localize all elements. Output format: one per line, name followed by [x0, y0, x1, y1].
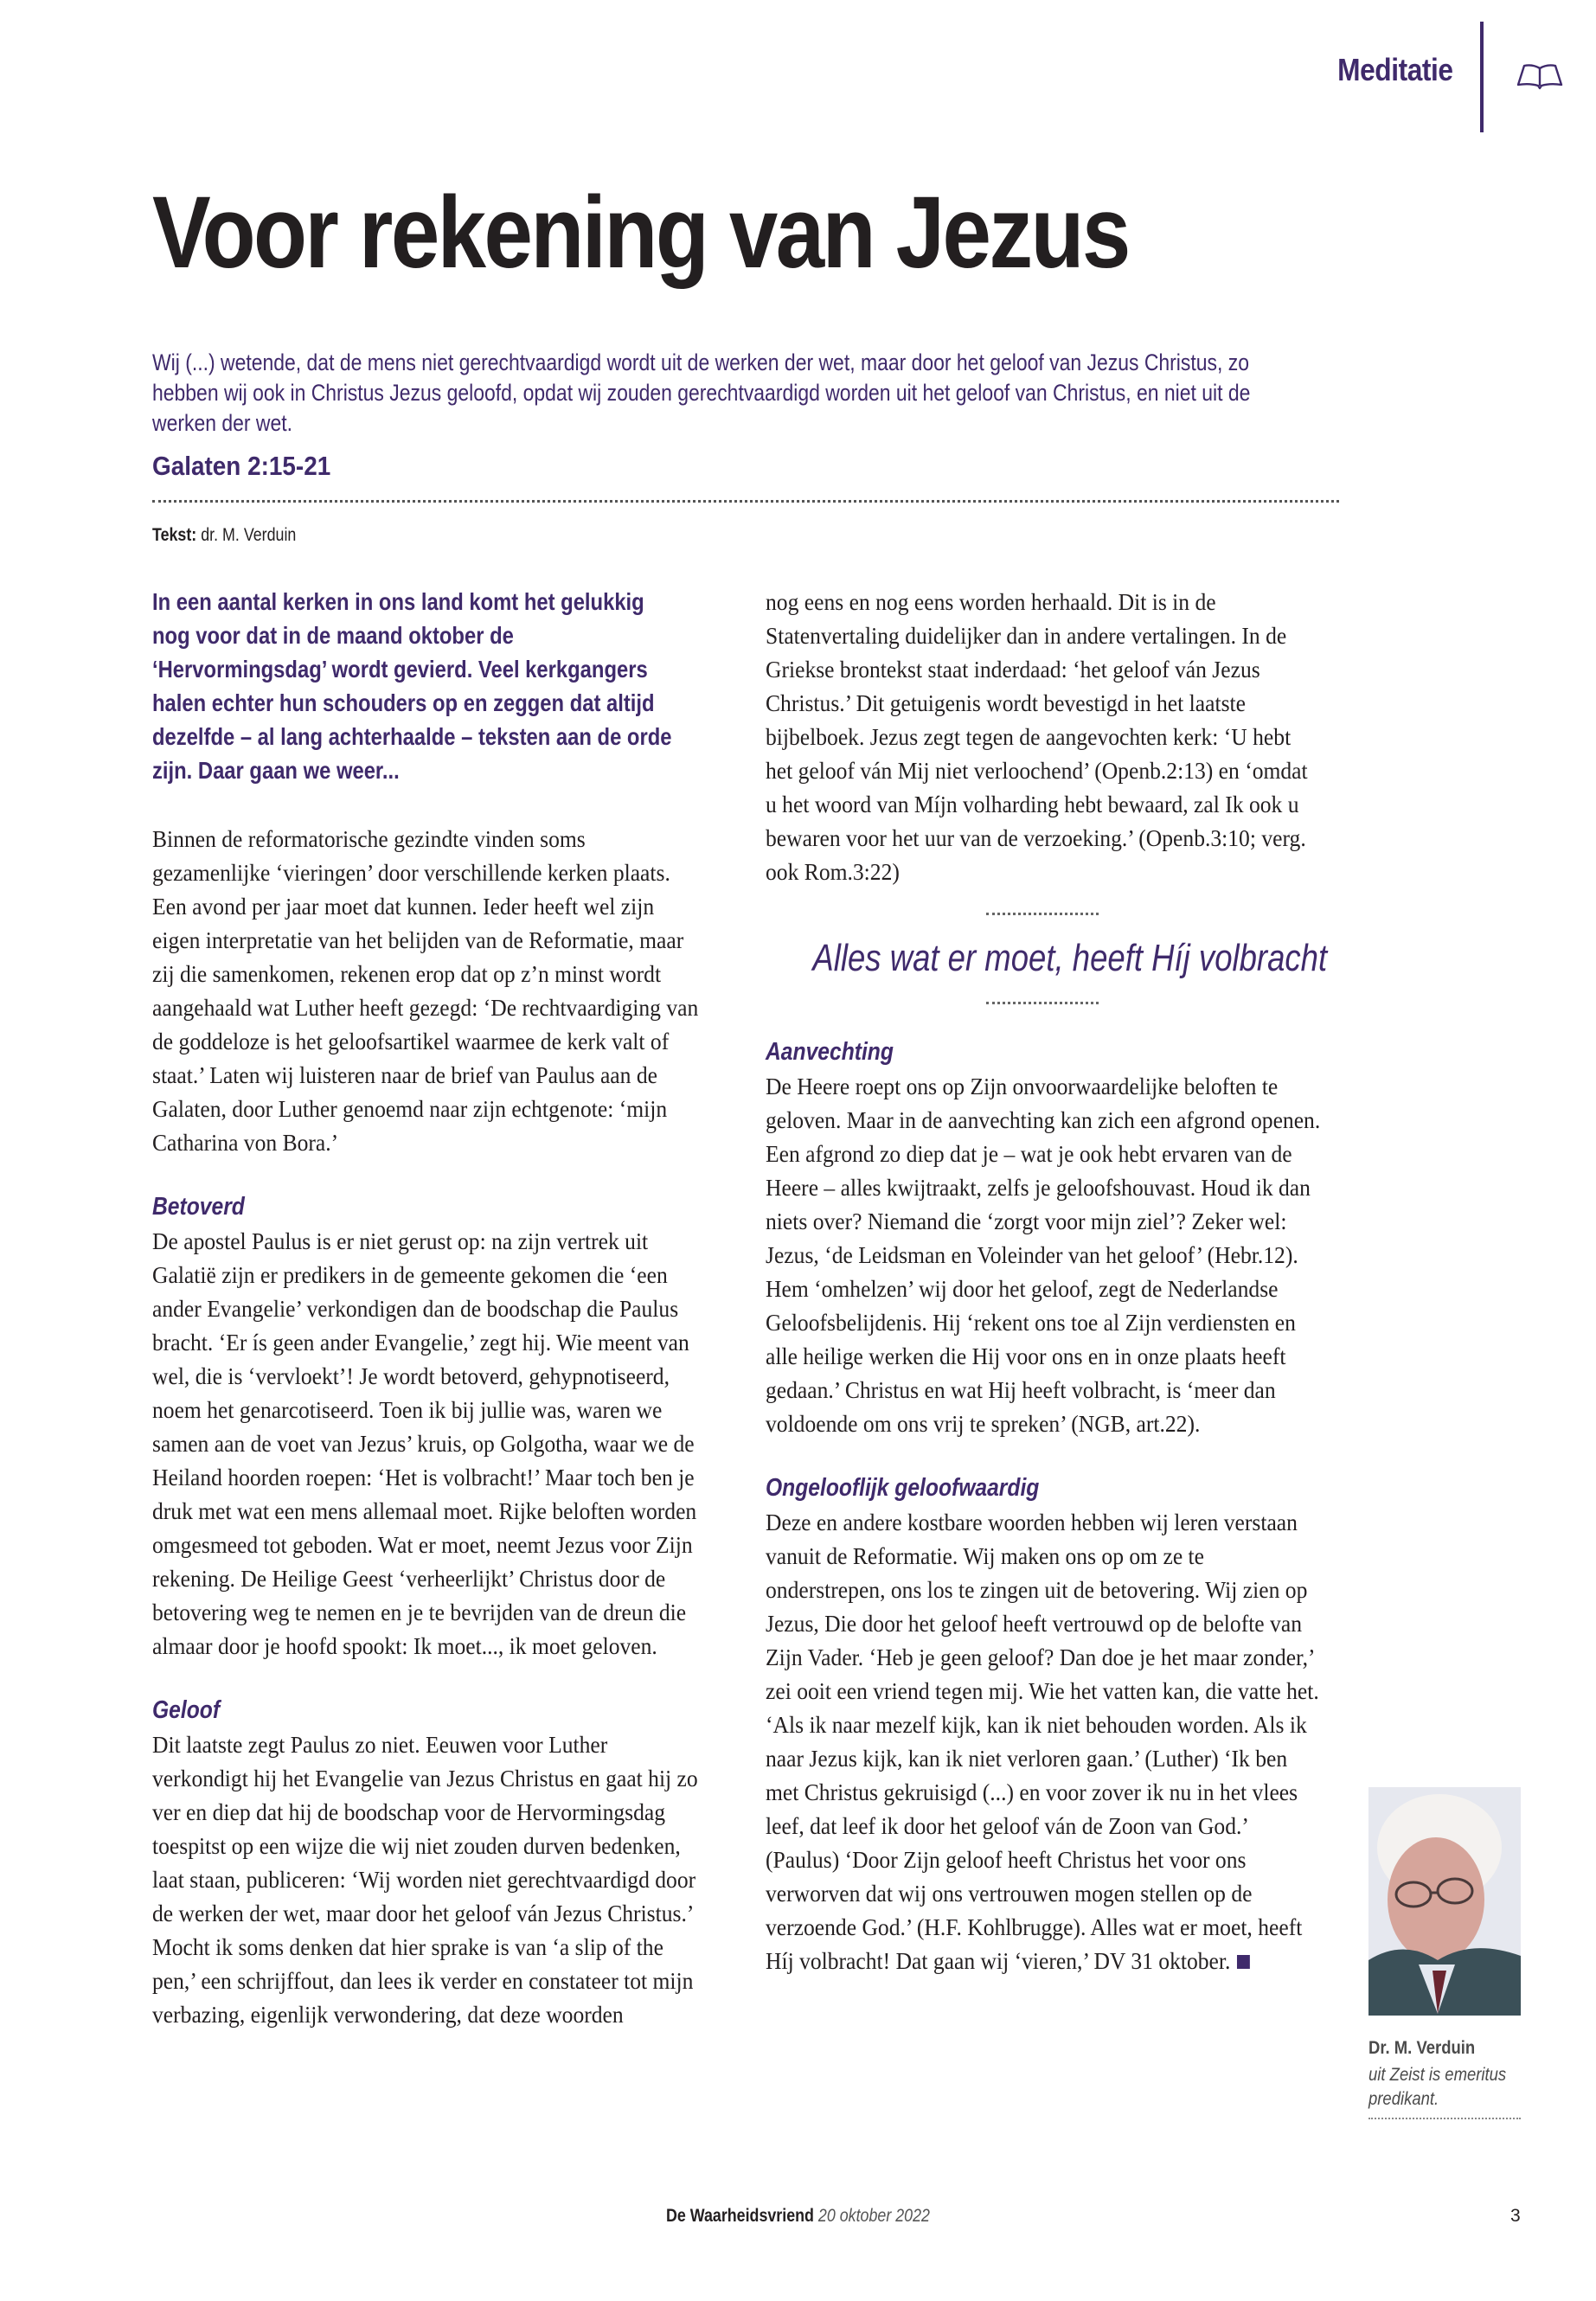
body-paragraph: De apostel Paulus is er niet gerust op: na zijn vertrek uit Galatië zijn er predikers in de gemeente gekomen die ‘een ander Evangelie’ verkondigen dan de boodschap die Paulus bracht. ‘Er ís geen ander Evangelie,’ zegt hij. Wie meent van wel, die is ‘vervloekt’! Je wordt betoverd, gehypnotiseerd, noem het genarcotiseerd. Toen ik bij jullie was, waren we samen aan de voet van Jezus’ kruis, op Golgotha, waar we de Heiland hoorden roepen: ‘Het is volbracht!’ Maar toch ben je druk met wat een mens allemaal moet. Rijke beloften worden omgesmeed tot geboden. Wat er moet, neemt Jezus voor Zijn rekening. De Heilige Geest ‘verheerlijkt’ Christus door de betovering weg te nemen en je te bevrijden van de dreun die almaar door je hoofd spookt: Ik moet..., ik moet geloven.	[152, 1227, 697, 1659]
lead-paragraph: In een aantal kerken in ons land komt het gelukkig nog voor dat in de maand oktober de ‘Hervormingsdag’ wordt gevierd. Veel kerkgangers halen echter hun schouders op en zeggen dat altijd dezelfde – al lang achterhaalde – teksten aan de orde zijn. Daar gaan we weer...	[152, 588, 672, 784]
subheading-ongelooflijk-geloofwaardig: Ongelooflijk geloofwaardig	[766, 1474, 1040, 1502]
publication-name: De Waarheidsvriend	[666, 2206, 814, 2226]
dotted-divider	[152, 500, 1339, 503]
dotted-divider	[1368, 2118, 1521, 2119]
section-label: Meditatie	[1337, 52, 1453, 87]
end-of-article-square-icon	[1237, 1955, 1250, 1969]
byline-label: Tekst:	[152, 525, 197, 545]
body-paragraph: De Heere roept ons op Zijn onvoorwaardelijke beloften te geloven. Maar in de aanvechting kan zich een afgrond openen. Een afgrond zo diep dat je – wat je ook hebt ervaren van de Heere – alles kwijtraakt, zelfs je geloofshouvast. Houd ik dan niets over? Niemand die ‘zorgt voor mijn ziel’? Zeker wel: Jezus, ‘de Leidsman en Voleinder van het geloof’ (Hebr.12). Hem ‘omhelzen’ wij door het geloof, zegt de Nederlandse Geloofsbelijdenis. Hij ‘rekent ons toe al Zijn verdiensten en alle heilige werken die Hij voor ons en in onze plaats heeft gedaan.’ Christus en wat Hij heeft volbracht, is ‘meer dan voldoende om ons vrij te spreken’ (NGB, art.22).	[766, 1073, 1321, 1437]
body-paragraph: nog eens en nog eens worden herhaald. Dit is in de Statenvertaling duidelijker dan in andere vertalingen. In de Griekse brontekst staat inderdaad: ‘het geloof ván Jezus Christus.’ Dit getuigenis wordt bevestigd in het laatste bijbelboek. Jezus zegt tegen de aangevochten kerk: ‘U hebt het geloof ván Mij niet verloochend’ (Openb.2:13) en ‘omdat u het woord van Míjn volharding hebt bewaard, zal Ik ook u bewaren voor het uur van de verzoeking.’ (Openb.3:10; verg. ook Rom.3:22)	[766, 588, 1308, 885]
open-book-icon	[1516, 62, 1564, 90]
intro-scripture-quote: Wij (...) wetende, dat de mens niet gerechtvaardigd wordt uit de werken der wet, maar door het geloof van Jezus Christus, zo hebben wij ook in Christus Jezus geloofd, opdat wij zouden gerechtvaardigd worden uit het geloof van Christus, en niet uit de werken der wet.	[152, 349, 1251, 436]
footer-publication	[666, 2206, 930, 2227]
scripture-reference: Galaten 2:15-21	[152, 451, 331, 481]
page-number: 3	[1510, 2206, 1521, 2226]
pull-quote: Alles wat er moet, heeft Híj volbracht	[812, 937, 1328, 979]
publication-date: 20 oktober 2022	[817, 2206, 930, 2226]
subheading-betoverd: Betoverd	[152, 1193, 245, 1221]
header-divider	[1480, 22, 1484, 132]
body-paragraph	[766, 1505, 1321, 1977]
subheading-aanvechting: Aanvechting	[766, 1038, 894, 1066]
pull-quote-block	[766, 913, 1328, 1004]
dotted-divider	[986, 1002, 1099, 1004]
portrait-illustration	[1368, 1787, 1521, 2016]
right-column	[766, 585, 1328, 1977]
body-paragraph: Dit laatste zegt Paulus zo niet. Eeuwen voor Luther verkondigt hij het Evangelie van Jezus Christus en gaat hij zo ver en diep dat hij de boodschap voor de Hervormingsdag toespitst op een wijze die wij niet zouden durven bedenken, laat staan, publiceren: ‘Wij worden niet gerechtvaardigd door de werken der wet, maar door het geloof ván Jezus Christus.’ Mocht ik soms denken dat hier sprake is van ‘a slip of the pen,’ een schrijffout, dan lees ik verder en constateer tot mijn verbazing, eigenlijk verwondering, dat deze woorden	[152, 1731, 698, 2028]
subheading-geloof: Geloof	[152, 1696, 221, 1724]
article-title: Voor rekening van Jezus	[152, 176, 1129, 290]
author-name: Dr. M. Verduin	[1368, 2038, 1476, 2058]
body-paragraph: Binnen de reformatorische gezindte vinden soms gezamenlijke ‘vieringen’ door verschillende kerken plaats. Een avond per jaar moet dat kunnen. Ieder heeft wel zijn eigen interpretatie van het belijden van de Reformatie, maar zij die samenkomen, rekenen erop dat op z’n minst wordt aangehaald wat Luther heeft gezegd: ‘De rechtvaardiging van de goddeloze is het geloofsartikel waarmee de kerk valt of staat.’ Laten wij luisteren naar de brief van Paulus aan de Galaten, door Luther genoemd naar zijn echtgenote: ‘mijn Catharina von Bora.’	[152, 825, 699, 1156]
author-description: uit Zeist is emeritus predikant.	[1368, 2065, 1507, 2109]
byline	[152, 525, 296, 546]
author-photo	[1368, 1787, 1521, 2016]
left-column	[152, 585, 706, 2031]
closing-paragraph-text: Deze en andere kostbare woorden hebben wij leren verstaan vanuit de Reformatie. Wij maken ons op om ze te onderstrepen, ons los te zingen uit de betovering. Wij zien op Jezus, Die door het geloof heeft vertrouwd op de belofte van Zijn Vader. ‘Heb je geen geloof? Dan doe je het maar zonder,’ zei ooit een vriend tegen mij. Wie het vatten kan, die vatte het. ‘Als ik naar mezelf kijk, kan ik niet behouden worden. Als ik naar Jezus kijk, kan ik niet verloren gaan.’ (Luther) ‘Ik ben met Christus gekruisigd (...) en voor zover ik nu in het vlees leef, dat leef ik door het geloof ván de Zoon van God.’ (Paulus) ‘Door Zijn geloof heeft Christus het voor ons verworven dat wij ons vertrouwen mogen stellen op de verzoende God.’ (H.F. Kohlbrugge). Alles wat er moet, heeft Híj volbracht! Dat gaan wij ‘vieren,’ DV 31 oktober.	[766, 1509, 1319, 1974]
byline-author: dr. M. Verduin	[201, 525, 297, 545]
dotted-divider	[986, 913, 1099, 915]
